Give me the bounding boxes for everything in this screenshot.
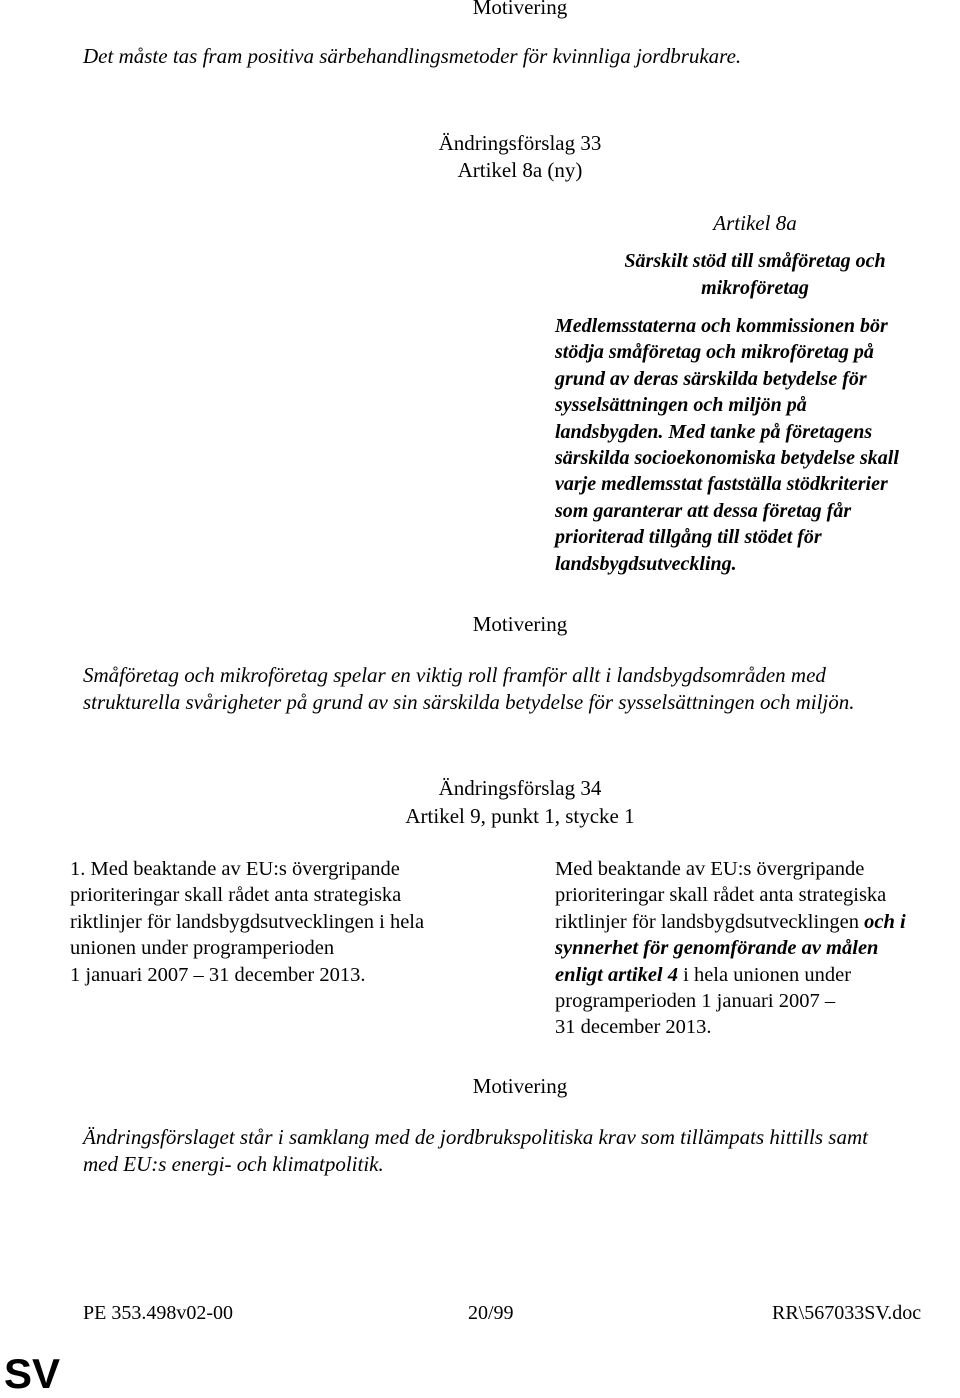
text-line: unionen under programperioden — [70, 937, 335, 960]
proposed-article-body — [555, 313, 899, 577]
amendment-reference: Artikel 8a (ny) — [457, 158, 583, 182]
body-line: stödja småföretag och mikroföretag på — [555, 341, 874, 364]
amendment-title: Ändringsförslag 34 — [438, 776, 602, 800]
amendment-reference: Artikel 9, punkt 1, stycke 1 — [405, 804, 635, 828]
justification-line: Ändringsförslaget står i samklang med de jordbrukspolitiska krav som tillämpats hittills samt — [83, 1125, 868, 1149]
justification-line: strukturella svårigheter på grund av sin särskilda betydelse för sysselsättningen och miljön. — [83, 690, 855, 714]
body-line: särskilda socioekonomiska betydelse skall — [555, 447, 899, 470]
text-line: 1. Med beaktande av EU:s övergripande — [70, 858, 400, 880]
justification-heading: Motivering — [472, 612, 568, 636]
body-line: landsbygden. Med tanke på företagens — [555, 420, 873, 443]
amended-text — [555, 856, 906, 1041]
title-line: Särskilt stöd till småföretag och — [624, 250, 886, 272]
justification-text — [83, 662, 854, 716]
text-span: riktlinjer för landsbygdsutvecklingen — [555, 910, 865, 933]
body-line: grund av deras särskilda betydelse för — [555, 367, 867, 390]
justification-text: Det måste tas fram positiva särbehandlingsmetoder för kvinnliga jordbrukare. — [83, 44, 742, 68]
text-line — [555, 909, 906, 935]
body-line: landsbygdsutveckling. — [555, 552, 737, 575]
document-name: RR\567033SV.doc — [772, 1302, 922, 1324]
page-number: 20/99 — [468, 1302, 514, 1324]
text-line: 1 januari 2007 – 31 december 2013. — [70, 963, 366, 986]
proposed-article-title — [555, 248, 955, 302]
title-line: mikroföretag — [701, 277, 809, 299]
body-line: varje medlemsstat fastställa stödkriterier — [555, 473, 888, 496]
justification-line: Småföretag och mikroföretag spelar en viktig roll framför allt i landsbygdsområden med — [83, 663, 826, 687]
body-line: som garanterar att dessa företag får — [555, 499, 852, 522]
text-line: prioriteringar skall rådet anta strategiska — [555, 884, 887, 907]
amendment-title: Ändringsförslag 33 — [438, 131, 602, 155]
inserted-text: synnerhet för genomförande av målen — [555, 937, 879, 960]
body-line: prioriterad tillgång till stödet för — [555, 526, 822, 549]
text-line: riktlinjer för landsbygdsutvecklingen i hela — [70, 910, 425, 933]
text-line: programperioden 1 januari 2007 – — [555, 990, 836, 1013]
text-line: Med beaktande av EU:s övergripande — [555, 858, 865, 880]
commission-text — [70, 856, 424, 988]
text-line — [555, 962, 906, 988]
text-line: prioriteringar skall rådet anta strategiska — [70, 884, 402, 907]
body-line: Medlemsstaterna och kommissionen bör — [555, 315, 888, 337]
justification-text — [83, 1124, 868, 1178]
language-code: SV — [4, 1350, 61, 1397]
text-span: i hela unionen under — [678, 963, 852, 986]
text-line: 31 december 2013. — [555, 1016, 712, 1039]
inserted-text: enligt artikel 4 — [555, 963, 678, 986]
body-line: sysselsättningen och miljön på — [555, 394, 807, 417]
proposed-article-number: Artikel 8a — [713, 211, 797, 235]
justification-heading: Motivering — [472, 1074, 568, 1098]
justification-line: med EU:s energi- och klimatpolitik. — [83, 1152, 384, 1176]
justification-heading: Motivering — [472, 0, 568, 19]
footer-reference: PE 353.498v02-00 — [83, 1302, 233, 1324]
inserted-text: och i — [864, 910, 906, 933]
